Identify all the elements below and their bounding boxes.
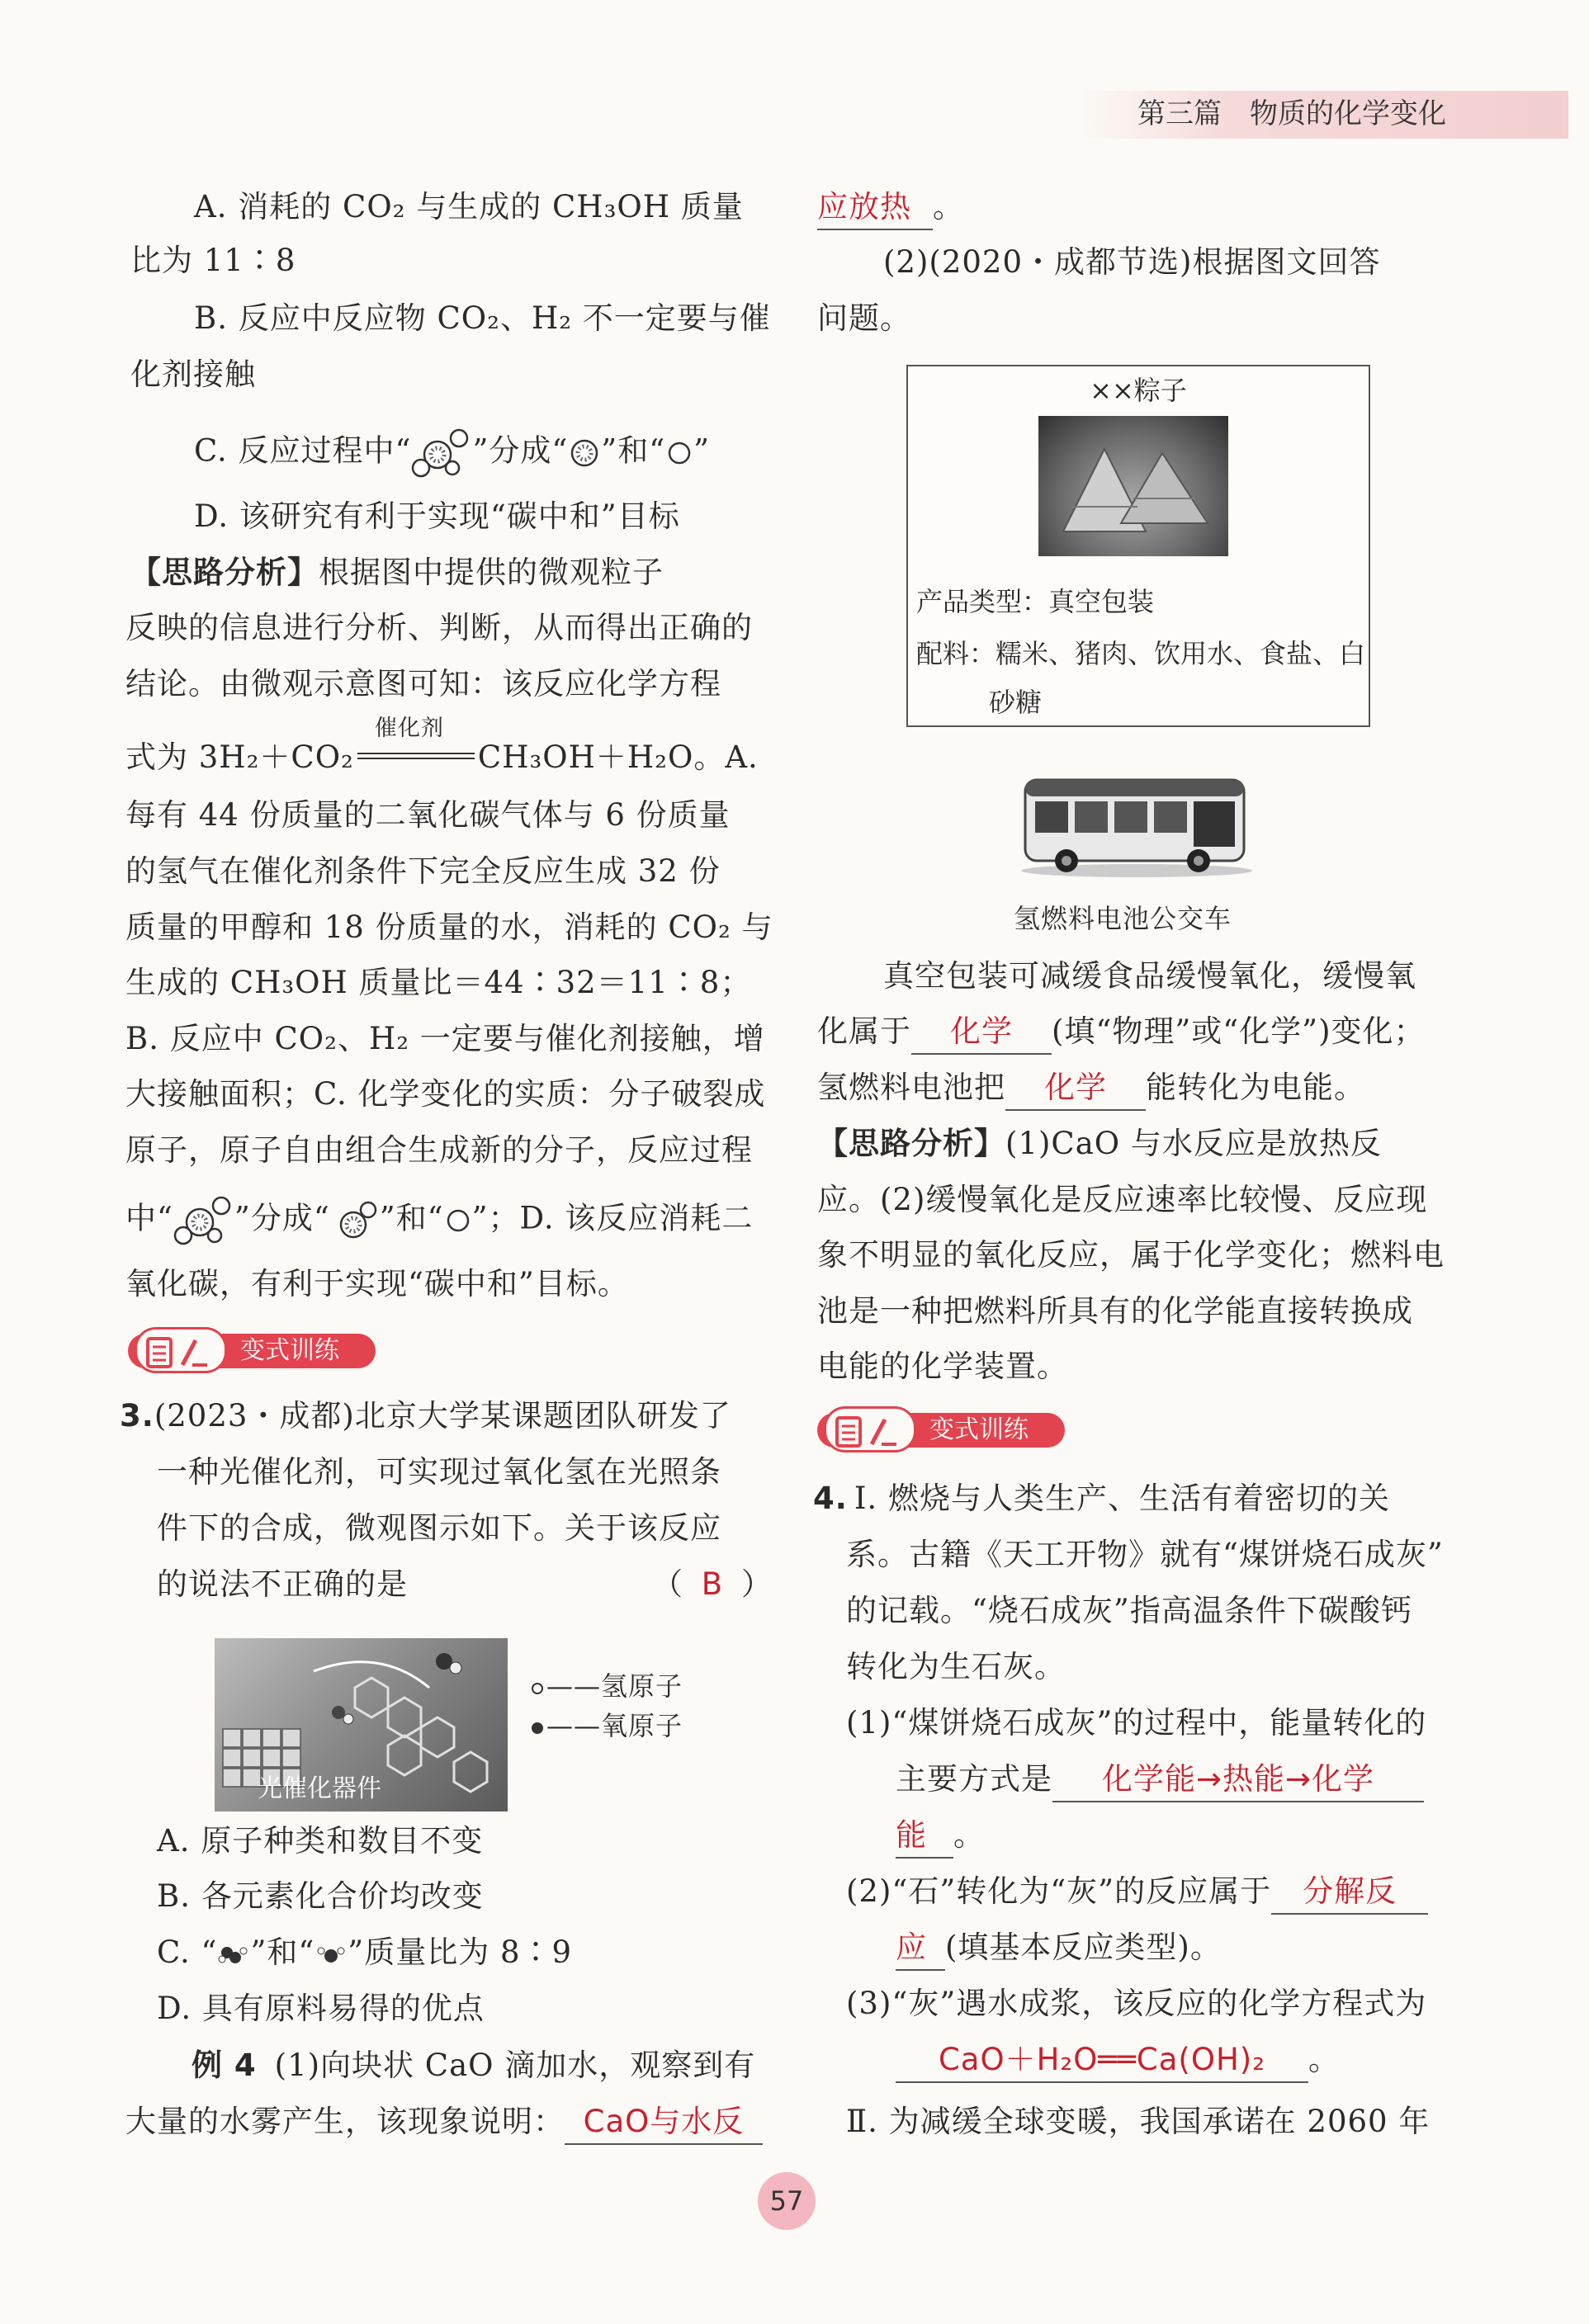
analysis-line3: 结论。由微观示意图可知：该反应化学方程 (125, 666, 721, 701)
q3-line2: 一种光催化剂，可实现过氧化氢在光照条 (157, 1454, 721, 1490)
q4-sub1-line1: (1)“煤饼烧石成灰”的过程中，能量转化的 (846, 1705, 1427, 1741)
q2-option-b-line1: B. 反应中反应物 CO₂、H₂ 不一定要与催 (194, 300, 771, 336)
q4-sub2-line1: (2)“石”转化为“灰”的反应属于 分解反 (846, 1870, 1428, 1915)
ex4-answer-cont: 应放热 。 (817, 186, 964, 230)
analysis-line2: 反映的信息进行分析、判断，从而得出正确的 (125, 610, 753, 645)
q3-line4: 的说法不正确的是 (157, 1566, 408, 1602)
q4-sub3-line1: (3)“灰”遇水成浆，该反应的化学方程式为 (846, 1986, 1427, 2021)
product-ingredients-line2: 砂糖 (989, 687, 1043, 718)
q3-option-a: A. 原子种类和数目不变 (157, 1823, 484, 1859)
catalyst-arrow: 催化剂 (354, 736, 478, 779)
book-pen-icon (830, 1413, 910, 1449)
analysis2-line2: 应。(2)缓慢氧化是反应速率比较慢、反应现 (817, 1182, 1428, 1217)
zongzi-illustration (1038, 416, 1228, 556)
q3-line1: 3.(2023・成都)北京大学某课题团队研发了 (120, 1398, 731, 1434)
zongzi-photo (1038, 416, 1228, 556)
book-pen-icon (141, 1334, 220, 1370)
ex4-question-line3: 氢燃料电池把 化学 能转化为电能。 (817, 1066, 1365, 1111)
bus-caption: 氢燃料电池公交车 (1014, 903, 1232, 934)
q3-line3: 件下的合成，微观图示如下。关于该反应 (157, 1510, 721, 1546)
ex4-line2: 大量的水雾产生，该现象说明： CaO与水反 (125, 2100, 763, 2145)
page-number: 57 (758, 2172, 816, 2230)
legend-oxygen: ——氧原子 (528, 1707, 683, 1745)
analysis-line1: 【思路分析】根据图中提供的微观粒子 (130, 555, 664, 590)
q4-line1: 4. Ⅰ. 燃烧与人类生产、生活有着密切的关 (813, 1481, 1390, 1516)
hydrogen-legend-icon (528, 1679, 546, 1698)
q2-option-a-line2: 比为 11∶8 (130, 243, 296, 278)
ex4-part2-line2: 问题。 (817, 300, 911, 336)
molecule-h2o2-icon (217, 1943, 250, 1967)
zongzi-product-box (906, 365, 1370, 727)
molecule-oh-icon (330, 1198, 380, 1243)
ex4-question-line2: 化属于 化学 (填“物理”或“化学”)变化； (817, 1010, 1426, 1055)
product-title: ××粽子 (1090, 375, 1187, 406)
q2-option-a-line1: A. 消耗的 CO₂ 与生成的 CH₃OH 质量 (194, 189, 744, 224)
bus-illustration (1017, 755, 1256, 879)
hydrogen-atom-icon (444, 1207, 472, 1235)
section-header: 第三篇 物质的化学变化 (1137, 97, 1446, 130)
molecule-ch3oh-icon (411, 425, 472, 481)
legend-hydrogen: ——氢原子 (528, 1667, 683, 1705)
q2-option-d: D. 该研究有利于实现“碳中和”目标 (194, 498, 680, 534)
analysis2-line4: 池是一种把燃料所具有的化学能直接转换成 (817, 1293, 1413, 1329)
reaction-equation: 式为 3H₂＋CO₂ 催化剂 CH₃OH＋H₂O。A. (125, 736, 759, 779)
practice-tag-right: 变式训练 (817, 1408, 1065, 1451)
product-ingredients-line1: 配料：糯米、猪肉、饮用水、食盐、白 (916, 638, 1366, 669)
ex4-part2-line1: (2)(2020・成都节选)根据图文回答 (883, 244, 1381, 280)
q3-option-d: D. 具有原料易得的优点 (157, 1991, 485, 2026)
analysis-line13: 氧化碳，有利于实现“碳中和”目标。 (125, 1266, 629, 1301)
q3-option-c: C. “ ”和“ ”质量比为 8∶9 (157, 1934, 573, 1970)
analysis-line6: 的氢气在催化剂条件下完全反应生成 32 份 (125, 853, 721, 889)
analysis2-line5: 电能的化学装置。 (817, 1349, 1068, 1384)
analysis2-line3: 象不明显的氧化反应，属于化学变化；燃料电 (817, 1237, 1445, 1273)
q2-option-c: C. 反应过程中“ ”分成“ ”和“ ” (194, 425, 710, 481)
analysis-line10: 大接触面积；C. 化学变化的实质：分子破裂成 (125, 1076, 766, 1112)
q4-part2-line1: Ⅱ. 为减缓全球变暖，我国承诺在 2060 年 (846, 2104, 1431, 2139)
q4-sub3-line2: CaO＋H₂O══Ca(OH)₂ 。 (896, 2038, 1340, 2083)
molecule-h2o-icon (314, 1943, 348, 1967)
photocatalyst-image (215, 1638, 508, 1811)
hydrogen-bus-image (1017, 755, 1256, 879)
q4-sub2-line2: 应 (填基本反应类型)。 (896, 1926, 1222, 1971)
q4-line2: 系。古籍《天工开物》就有“煤饼烧石成灰” (846, 1537, 1444, 1572)
molecule-ch3oh-icon (173, 1193, 234, 1249)
q4-line3: 的记载。“烧石成灰”指高温条件下碳酸钙 (846, 1593, 1412, 1628)
analysis2-line1: 【思路分析】(1)CaO 与水反应是放热反 (817, 1126, 1382, 1161)
q4-sub1-line3: 能 。 (896, 1814, 985, 1859)
q3-option-b: B. 各元素化合价均改变 (157, 1878, 484, 1914)
ex4-line1: 例 4 (1)向块状 CaO 滴加水，观察到有 (192, 2048, 756, 2083)
analysis-line5: 每有 44 份质量的二氧化碳气体与 6 份质量 (125, 797, 731, 833)
product-type: 产品类型：真空包装 (916, 586, 1155, 617)
analysis-line12: 中“ ”分成“ ”和“ ”；D. 该反应消耗二 (125, 1193, 753, 1249)
ex4-question-line1: 真空包装可减缓食品缓慢氧化，缓慢氧 (883, 958, 1416, 994)
hydrogen-atom-icon (665, 439, 693, 467)
q4-sub1-line2: 主要方式是 化学能→热能→化学 (896, 1758, 1424, 1802)
photocatalyst-caption: 光催化器件 (258, 1774, 381, 1803)
analysis-line7: 质量的甲醇和 18 份质量的水，消耗的 CO₂ 与 (125, 909, 773, 945)
carbon-atom-icon (568, 437, 601, 470)
practice-tag-left: 变式训练 (128, 1329, 376, 1372)
analysis-line8: 生成的 CH₃OH 质量比＝44∶32＝11∶8； (125, 965, 752, 1000)
analysis-line9: B. 反应中 CO₂、H₂ 一定要与催化剂接触，增 (125, 1021, 765, 1056)
analysis-line11: 原子，原子自由组合生成新的分子，反应过程 (125, 1132, 753, 1168)
q4-line4: 转化为生石灰。 (846, 1649, 1066, 1684)
q3-answer-bracket: （ B ） (652, 1566, 773, 1602)
q2-option-b-line2: 化剂接触 (130, 357, 256, 392)
oxygen-legend-icon (528, 1719, 546, 1737)
